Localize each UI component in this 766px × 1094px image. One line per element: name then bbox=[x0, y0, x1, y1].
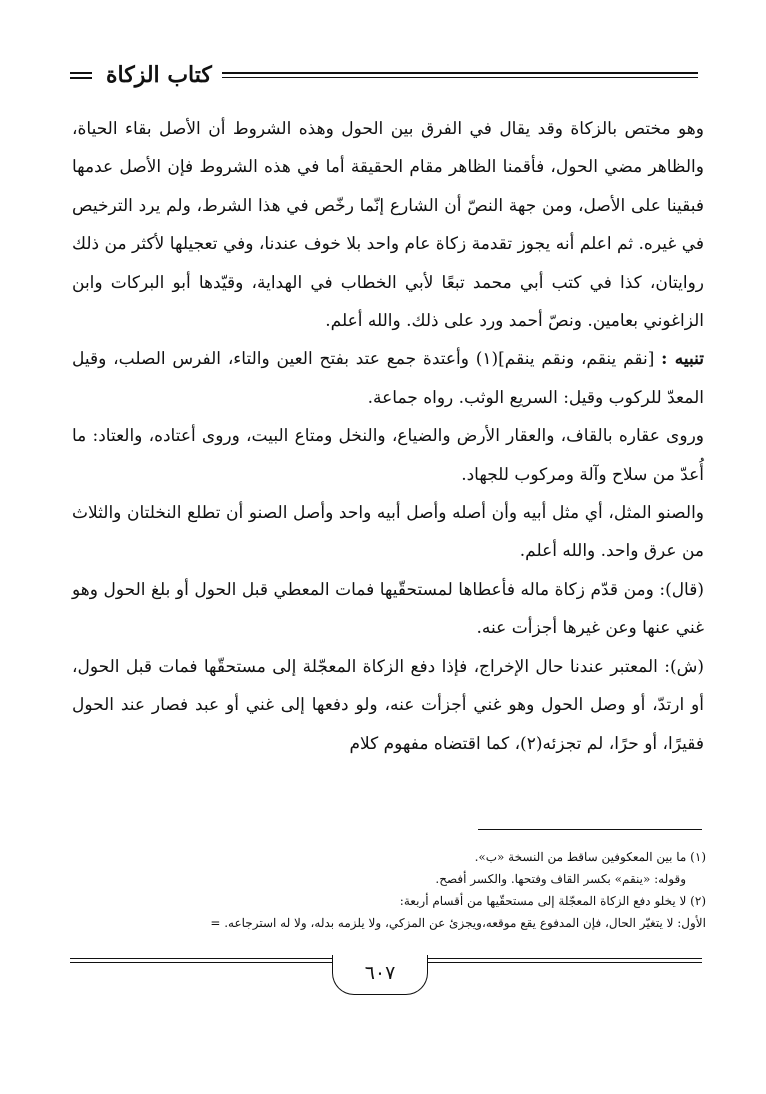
footnote-2-continuation: الأول: لا يتغيّر الحال، فإن المدفوع يقع موقعه،ويجزئ عن المزكي، ولا يلزمه بدله، ولا له استرجاعه. = bbox=[210, 916, 706, 930]
tanbih-label: تنبيه : bbox=[661, 349, 704, 370]
paragraph-1: وهو مختص بالزكاة وقد يقال في الفرق بين الحول وهذه الشروط أن الأصل بقاء الحياة، والظاهر مضي الحول، فأقمنا الظاهر مقام الحقيقة أما في هذه الشروط فإن الأصل عدمها فبقينا على الأصل، ومن جهة النصّ أن الشارع إنّما رخّص في هذا الشرط، ولم يرد الترخيص في غيره. ثم اعلم أنه يجوز تقدمة زكاة عام واحد بلا خوف عندنا، وفي تعجيلها لأكثر من ذلك روايتان، كذا في كتب أبي محمد تبعًا لأبي الخطاب في الهداية، وقيّدها أبو البركات وابن الزاغوني بعامين. ونصّ أحمد ورد على ذلك. والله أعلم. bbox=[72, 119, 704, 332]
footnote-1-continuation: وقوله: «ينقم» بكسر القاف وفتحها. والكسر أفصح. bbox=[435, 872, 686, 886]
running-header bbox=[70, 58, 698, 92]
footnote-separator bbox=[478, 829, 702, 830]
paragraph-3: وروى عقاره بالقاف، والعقار الأرض والضياع، والنخل ومتاع البيت، وروى أعتاده، والعتاد: ما أُعدّ من سلاح وآلة ومركوب للجهاد. bbox=[72, 426, 704, 485]
header-title: كتاب الزكاة bbox=[106, 62, 212, 88]
header-dash bbox=[70, 72, 92, 79]
main-text bbox=[72, 110, 704, 763]
footnote-1: (١) ما بين المعكوفين ساقط من النسخة «ب». bbox=[474, 850, 706, 864]
footnotes bbox=[80, 846, 706, 934]
header-rule bbox=[222, 72, 698, 78]
footnote-2: (٢) لا يخلو دفع الزكاة المعجّلة إلى مستحقّيها من أقسام أربعة: bbox=[399, 894, 706, 908]
paragraph-6: (ش): المعتبر عندنا حال الإخراج، فإذا دفع الزكاة المعجّلة إلى مستحقّها فمات قبل الحول، أو ارتدّ، أو وصل الحول وهو غني أجزأت عنه، ولو دفعها إلى غني أو عبد فصار عند الحول فقيرًا، أو حرًا، لم تجزئه(٢)، كما اقتضاه مفهوم كلام bbox=[72, 656, 704, 754]
paragraph-4: والصنو المثل، أي مثل أبيه وأن أصله وأصل أبيه واحد وأصل الصنو أن تطلع النخلتان والثلاث من عرق واحد. والله أعلم. bbox=[72, 503, 704, 562]
page-number: ٦٠٧ bbox=[332, 955, 428, 995]
paragraph-2 bbox=[72, 340, 704, 417]
paragraph-5: (قال): ومن قدّم زكاة ماله فأعطاها لمستحقّيها فمات المعطي قبل الحول أو بلغ الحول وهو غني عنها وعن غيرها أجزأت عنه. bbox=[72, 579, 704, 639]
paragraph-2-text: [نقم ينقم، ونقم ينقم](١) وأعتدة جمع عتد بفتح العين والتاء، الفرس الصلب، وقيل المعدّ للركوب وقيل: السريع الوثب. رواه جماعة. bbox=[72, 349, 704, 408]
